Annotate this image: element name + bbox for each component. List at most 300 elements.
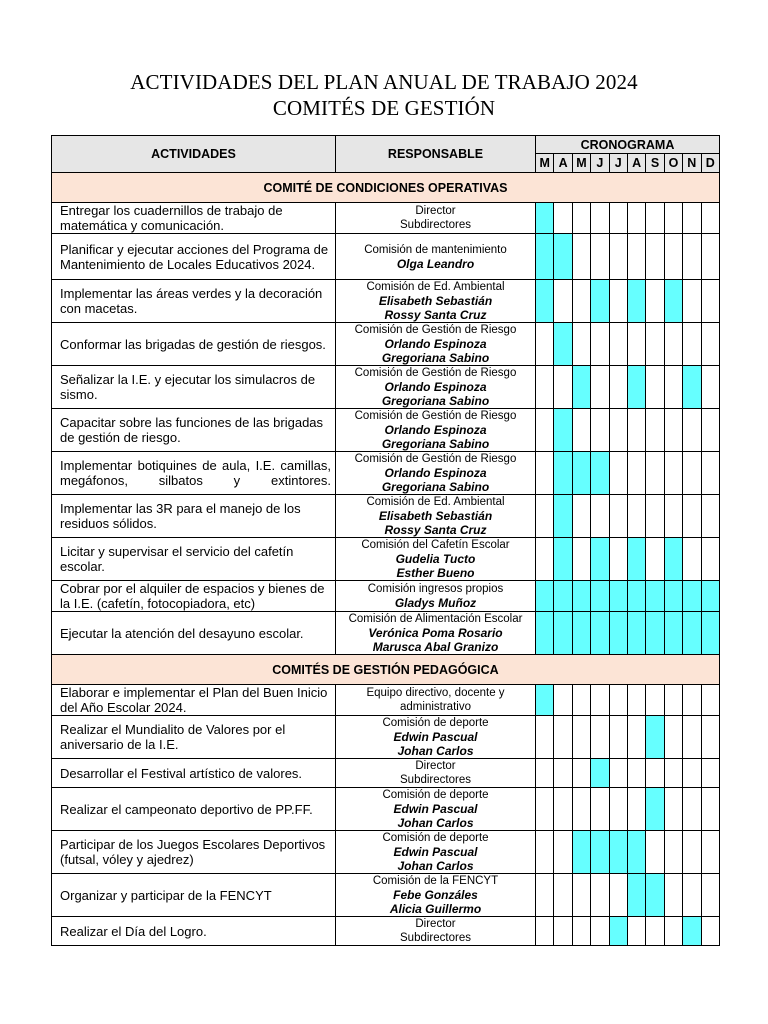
schedule-cell-empty [609,759,627,788]
responsable-cell [336,581,536,612]
responsable-name: Febe Gonzáles [393,888,478,902]
responsable-cell [336,917,536,946]
schedule-cell-empty [627,716,645,759]
schedule-cell-empty [536,495,554,538]
responsable-name: Gregoriana Sabino [381,351,490,365]
schedule-cell-empty [536,409,554,452]
responsable-role: Equipo directivo, docente y [366,687,505,699]
responsable-role: Comisión de Ed. Ambiental [366,496,505,508]
schedule-cell-empty [683,538,701,581]
section-title: COMITÉ DE CONDICIONES OPERATIVAS [52,173,720,203]
schedule-cell-empty [627,323,645,366]
schedule-cell-empty [646,452,664,495]
activity-text: Licitar y supervisar el servicio del cafetín escolar. [52,538,336,581]
schedule-cell-empty [627,409,645,452]
schedule-cell-empty [664,409,682,452]
schedule-cell-active [554,409,572,452]
schedule-cell-empty [591,323,609,366]
activity-text: Elaborar e implementar el Plan del Buen Inicio del Año Escolar 2024. [52,685,336,716]
schedule-cell-empty [536,452,554,495]
responsable-cell [336,366,536,409]
schedule-cell-active [591,612,609,655]
schedule-cell-active [572,612,590,655]
schedule-cell-empty [591,495,609,538]
responsable-role-secondary: Subdirectores [400,774,471,786]
responsable-role: Comisión de la FENCYT [372,875,499,887]
schedule-cell-active [664,538,682,581]
schedule-cell-empty [701,234,719,280]
activity-row [52,203,720,234]
schedule-cell-empty [701,366,719,409]
schedule-cell-empty [554,874,572,917]
schedule-cell-empty [536,759,554,788]
schedule-cell-active [683,917,701,946]
schedule-cell-empty [591,409,609,452]
schedule-cell-empty [572,538,590,581]
document-subtitle: COMITÉS DE GESTIÓN [272,96,496,120]
schedule-cell-empty [609,323,627,366]
schedule-cell-active [536,203,554,234]
schedule-cell-active [627,831,645,874]
col-header-responsable: RESPONSABLE [336,136,536,173]
responsable-role: Comisión de deporte [382,832,489,844]
responsable-name: Orlando Espinoza [384,337,487,351]
responsable-role: Director [415,205,456,217]
schedule-cell-empty [609,203,627,234]
schedule-cell-active [627,581,645,612]
schedule-cell-empty [554,917,572,946]
schedule-cell-active [609,831,627,874]
schedule-cell-empty [572,716,590,759]
schedule-cell-active [646,612,664,655]
plan-table [51,135,720,946]
schedule-cell-active [591,759,609,788]
schedule-cell-empty [572,409,590,452]
schedule-cell-empty [536,323,554,366]
month-header-8: O [664,154,682,173]
schedule-cell-empty [701,685,719,716]
activity-text: Capacitar sobre las funciones de las brigadas de gestión de riesgo. [52,409,336,452]
activity-row [52,759,720,788]
responsable-name: Olga Leandro [396,256,475,271]
schedule-cell-active [646,716,664,759]
schedule-cell-empty [683,409,701,452]
plan-table-body [52,136,720,946]
responsable-name: Orlando Espinoza [384,423,487,437]
schedule-cell-empty [627,203,645,234]
schedule-cell-empty [683,831,701,874]
responsable-cell [336,538,536,581]
schedule-cell-empty [683,495,701,538]
schedule-cell-empty [572,495,590,538]
schedule-cell-empty [664,831,682,874]
responsable-role: Comisión de mantenimiento [364,243,507,256]
responsable-cell [336,759,536,788]
schedule-cell-active [591,280,609,323]
responsable-name: Gregoriana Sabino [381,480,490,494]
responsable-name: Rossy Santa Cruz [384,308,487,322]
responsable-role: Comisión de Gestión de Riesgo [354,324,517,336]
schedule-cell-empty [664,716,682,759]
schedule-cell-empty [701,495,719,538]
schedule-cell-empty [609,366,627,409]
responsable-name: Alicia Guillermo [389,902,482,916]
schedule-cell-empty [536,538,554,581]
schedule-cell-empty [683,452,701,495]
schedule-cell-empty [536,366,554,409]
schedule-cell-empty [664,323,682,366]
schedule-cell-empty [646,409,664,452]
schedule-cell-empty [554,759,572,788]
schedule-cell-empty [572,685,590,716]
schedule-cell-empty [554,203,572,234]
schedule-cell-active [554,323,572,366]
activity-row [52,366,720,409]
schedule-cell-empty [609,538,627,581]
activity-text: Realizar el campeonato deportivo de PP.FF. [52,788,336,831]
activity-row [52,538,720,581]
activity-text: Realizar el Mundialito de Valores por el aniversario de la I.E. [52,716,336,759]
activity-row [52,234,720,280]
schedule-cell-empty [646,759,664,788]
schedule-cell-empty [683,788,701,831]
activity-row [52,452,720,495]
schedule-cell-active [627,612,645,655]
responsable-cell [336,452,536,495]
schedule-cell-empty [591,234,609,280]
activity-text: Implementar botiquines de aula, I.E. camillas, megáfonos, silbatos y extintores. [52,452,336,495]
schedule-cell-empty [683,280,701,323]
schedule-cell-empty [536,874,554,917]
schedule-cell-empty [683,203,701,234]
schedule-cell-active [554,495,572,538]
responsable-cell [336,280,536,323]
schedule-cell-empty [627,917,645,946]
responsable-cell [336,409,536,452]
responsable-name: Orlando Espinoza [384,466,487,480]
schedule-cell-empty [701,452,719,495]
schedule-cell-empty [572,234,590,280]
schedule-cell-active [609,917,627,946]
activity-text: Entregar los cuadernillos de trabajo de matemática y comunicación. [52,203,336,234]
schedule-cell-active [627,280,645,323]
activity-row [52,323,720,366]
schedule-cell-active [554,581,572,612]
schedule-cell-empty [536,788,554,831]
schedule-cell-empty [701,323,719,366]
schedule-cell-active [554,452,572,495]
schedule-cell-empty [591,917,609,946]
schedule-cell-active [536,234,554,280]
schedule-cell-active [683,581,701,612]
schedule-cell-empty [646,917,664,946]
responsable-role: Comisión de deporte [382,789,489,801]
schedule-cell-empty [591,716,609,759]
schedule-cell-active [554,234,572,280]
schedule-cell-empty [683,323,701,366]
activity-text: Planificar y ejecutar acciones del Programa de Mantenimiento de Locales Educativos 2024. [52,234,336,280]
schedule-cell-empty [609,234,627,280]
activity-text: Organizar y participar de la FENCYT [52,874,336,917]
activity-text: Ejecutar la atención del desayuno escolar. [52,612,336,655]
section-title: COMITÉS DE GESTIÓN PEDAGÓGICA [52,655,720,685]
responsable-role: Director [415,760,456,772]
schedule-cell-active [536,612,554,655]
schedule-cell-empty [683,716,701,759]
schedule-cell-active [591,538,609,581]
schedule-cell-empty [701,538,719,581]
schedule-cell-active [683,366,701,409]
activity-row [52,917,720,946]
schedule-cell-active [572,452,590,495]
schedule-cell-active [536,280,554,323]
schedule-cell-empty [627,495,645,538]
responsable-name: Marusca Abal Granizo [372,640,499,654]
schedule-cell-empty [572,203,590,234]
schedule-cell-empty [627,788,645,831]
responsable-name: Rossy Santa Cruz [384,523,487,537]
schedule-cell-empty [609,685,627,716]
schedule-cell-empty [609,409,627,452]
activity-text: Implementar las áreas verdes y la decoración con macetas. [52,280,336,323]
schedule-cell-empty [701,280,719,323]
schedule-cell-empty [646,234,664,280]
responsable-role-secondary: Subdirectores [400,219,471,231]
schedule-cell-empty [627,452,645,495]
schedule-cell-active [536,685,554,716]
month-header-9: N [683,154,701,173]
responsable-name: Orlando Espinoza [384,380,487,394]
responsable-cell [336,234,536,280]
responsable-name: Edwin Pascual [393,845,478,859]
responsable-name: Edwin Pascual [393,730,478,744]
responsable-role: Comisión de Gestión de Riesgo [354,453,517,465]
responsable-name: Verónica Poma Rosario [368,626,503,640]
schedule-cell-empty [683,759,701,788]
schedule-cell-empty [646,280,664,323]
schedule-cell-active [701,581,719,612]
responsable-role: Director [415,918,456,930]
schedule-cell-empty [664,366,682,409]
schedule-cell-empty [683,234,701,280]
schedule-cell-empty [609,495,627,538]
activity-row [52,788,720,831]
schedule-cell-active [701,612,719,655]
schedule-cell-empty [664,234,682,280]
schedule-cell-empty [591,203,609,234]
activity-row [52,716,720,759]
responsable-cell [336,203,536,234]
responsable-role: Comisión de deporte [382,717,489,729]
schedule-cell-empty [627,685,645,716]
activity-text: Implementar las 3R para el manejo de los residuos sólidos. [52,495,336,538]
schedule-cell-empty [627,234,645,280]
col-header-cronograma: CRONOGRAMA [536,136,720,154]
responsable-role: Comisión de Gestión de Riesgo [354,410,517,422]
responsable-name: Gudelia Tucto [395,552,476,566]
schedule-cell-empty [591,874,609,917]
schedule-cell-empty [701,409,719,452]
schedule-cell-active [664,581,682,612]
responsable-name: Elisabeth Sebastián [378,294,493,308]
activity-text: Realizar el Día del Logro. [52,917,336,946]
responsable-name: Gregoriana Sabino [381,437,490,451]
activity-row [52,685,720,716]
schedule-cell-active [664,612,682,655]
activity-text: Conformar las brigadas de gestión de riesgos. [52,323,336,366]
responsable-role: Comisión ingresos propios [367,583,504,595]
activity-row [52,409,720,452]
schedule-cell-empty [664,452,682,495]
responsable-role: Comisión de Gestión de Riesgo [354,367,517,379]
responsable-cell [336,716,536,759]
responsable-name: Johan Carlos [397,816,474,830]
schedule-cell-empty [572,917,590,946]
activity-text: Cobrar por el alquiler de espacios y bienes de la I.E. (cafetín, fotocopiadora, etc) [52,581,336,612]
schedule-cell-empty [683,685,701,716]
schedule-cell-active [572,831,590,874]
schedule-cell-empty [664,685,682,716]
schedule-cell-empty [572,323,590,366]
responsable-role-secondary: administrativo [400,701,471,713]
responsable-name: Johan Carlos [397,744,474,758]
schedule-cell-empty [572,280,590,323]
activity-row [52,280,720,323]
schedule-cell-active [683,612,701,655]
month-header-10: D [701,154,719,173]
schedule-cell-empty [664,495,682,538]
responsable-cell [336,495,536,538]
schedule-cell-empty [554,280,572,323]
schedule-cell-empty [701,831,719,874]
schedule-cell-empty [701,788,719,831]
month-header-4: J [591,154,609,173]
activity-row [52,495,720,538]
month-header-3: M [572,154,590,173]
schedule-cell-empty [591,366,609,409]
section-row [52,173,720,203]
month-header-7: S [646,154,664,173]
responsable-name: Gregoriana Sabino [381,394,490,408]
schedule-cell-empty [591,685,609,716]
section-row [52,655,720,685]
responsable-cell [336,788,536,831]
month-header-2: A [554,154,572,173]
schedule-cell-active [627,538,645,581]
activity-row [52,831,720,874]
schedule-cell-empty [701,874,719,917]
schedule-cell-active [554,612,572,655]
schedule-cell-active [646,581,664,612]
responsable-role: Comisión del Cafetín Escolar [361,539,510,551]
schedule-cell-empty [609,788,627,831]
schedule-cell-active [609,581,627,612]
schedule-cell-active [627,366,645,409]
activity-row [52,581,720,612]
responsable-name: Gladys Muñoz [394,596,477,610]
schedule-cell-empty [554,685,572,716]
schedule-cell-active [536,581,554,612]
schedule-cell-empty [554,716,572,759]
schedule-cell-active [591,831,609,874]
document-title: ACTIVIDADES DEL PLAN ANUAL DE TRABAJO 2024 [130,70,638,94]
schedule-cell-empty [646,685,664,716]
activity-row [52,874,720,917]
month-header-6: A [627,154,645,173]
schedule-cell-active [609,612,627,655]
schedule-cell-empty [591,788,609,831]
responsable-role: Comisión de Ed. Ambiental [366,281,505,293]
schedule-cell-empty [701,203,719,234]
schedule-cell-empty [664,203,682,234]
schedule-cell-empty [536,831,554,874]
responsable-name: Edwin Pascual [393,802,478,816]
schedule-cell-empty [554,366,572,409]
schedule-cell-empty [554,788,572,831]
schedule-cell-active [572,366,590,409]
responsable-cell [336,612,536,655]
month-header-1: M [536,154,554,173]
schedule-cell-active [591,581,609,612]
schedule-cell-empty [701,759,719,788]
activity-text: Participar de los Juegos Escolares Deportivos (futsal, vóley y ajedrez) [52,831,336,874]
responsable-cell [336,685,536,716]
schedule-cell-active [646,874,664,917]
schedule-cell-empty [627,759,645,788]
schedule-cell-empty [646,538,664,581]
schedule-cell-empty [572,874,590,917]
responsable-role: Comisión de Alimentación Escolar [348,613,523,625]
schedule-cell-empty [664,788,682,831]
schedule-cell-empty [701,716,719,759]
schedule-cell-active [664,280,682,323]
schedule-cell-empty [683,874,701,917]
schedule-cell-empty [646,323,664,366]
responsable-role-secondary: Subdirectores [400,932,471,944]
schedule-cell-empty [664,874,682,917]
schedule-cell-empty [536,716,554,759]
month-header-5: J [609,154,627,173]
responsable-name: Johan Carlos [397,859,474,873]
responsable-cell [336,874,536,917]
activity-text: Desarrollar el Festival artístico de valores. [52,759,336,788]
schedule-cell-empty [554,831,572,874]
responsable-name: Elisabeth Sebastián [378,509,493,523]
schedule-cell-empty [701,917,719,946]
schedule-cell-empty [664,917,682,946]
responsable-cell [336,831,536,874]
schedule-cell-empty [646,203,664,234]
header-row [52,136,720,154]
schedule-cell-empty [646,495,664,538]
schedule-cell-empty [646,366,664,409]
schedule-cell-active [627,874,645,917]
activity-text: Señalizar la I.E. y ejecutar los simulacros de sismo. [52,366,336,409]
schedule-cell-active [591,452,609,495]
responsable-cell [336,323,536,366]
schedule-cell-active [646,788,664,831]
schedule-cell-active [554,538,572,581]
col-header-actividades: ACTIVIDADES [52,136,336,173]
schedule-cell-empty [646,831,664,874]
schedule-cell-empty [572,759,590,788]
schedule-cell-empty [609,280,627,323]
activity-row [52,612,720,655]
schedule-cell-empty [536,917,554,946]
schedule-cell-empty [609,874,627,917]
schedule-cell-empty [609,452,627,495]
schedule-cell-empty [572,788,590,831]
